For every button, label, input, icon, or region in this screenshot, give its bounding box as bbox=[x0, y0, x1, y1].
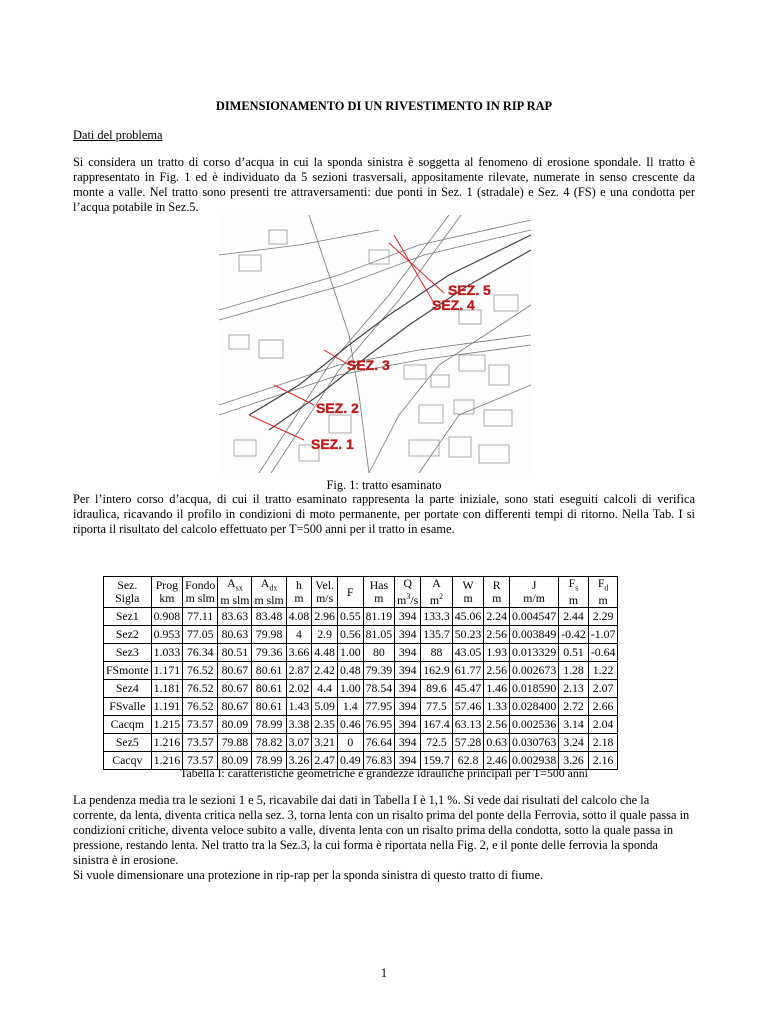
table-cell: 3.24 bbox=[559, 734, 589, 752]
table-cell: 76.95 bbox=[363, 716, 395, 734]
table-cell: 80.09 bbox=[218, 752, 252, 770]
table-cell: 394 bbox=[395, 698, 421, 716]
table-cell: 78.99 bbox=[252, 716, 286, 734]
table-cell: 167.4 bbox=[421, 716, 453, 734]
table-cell: 1.33 bbox=[484, 698, 510, 716]
table-row bbox=[104, 734, 618, 752]
col-vel: Vel. m/s bbox=[312, 577, 338, 608]
table-cell: 0.002536 bbox=[509, 716, 558, 734]
table-cell: 2.56 bbox=[484, 662, 510, 680]
table-cell: 78.54 bbox=[363, 680, 395, 698]
table-cell: 133.3 bbox=[421, 608, 453, 626]
table-cell: 0.55 bbox=[337, 608, 363, 626]
table-cell: 394 bbox=[395, 680, 421, 698]
table-row bbox=[104, 608, 618, 626]
table-cell: 80.67 bbox=[218, 698, 252, 716]
table-row bbox=[104, 644, 618, 662]
col-area: A $m^2$ bbox=[421, 577, 453, 608]
table-cell: 80.09 bbox=[218, 716, 252, 734]
table-cell: 2.72 bbox=[559, 698, 589, 716]
col-fd: $F_d$ m bbox=[588, 577, 618, 608]
table-cell: 2.46 bbox=[484, 752, 510, 770]
col-r: R m bbox=[484, 577, 510, 608]
table-cell: 1.215 bbox=[151, 716, 183, 734]
table-cell: 83.48 bbox=[252, 608, 286, 626]
table-cell: 1.181 bbox=[151, 680, 183, 698]
section-label-5: SEZ. 5 bbox=[448, 282, 491, 298]
section-label-3: SEZ. 3 bbox=[347, 357, 390, 373]
table-cell: 3.38 bbox=[286, 716, 312, 734]
col-q: Q $m^3/s$ bbox=[395, 577, 421, 608]
table-cell: 394 bbox=[395, 626, 421, 644]
table-cell: 0.003849 bbox=[509, 626, 558, 644]
table-cell: Cacqv bbox=[104, 752, 152, 770]
table-cell: 1.46 bbox=[484, 680, 510, 698]
table-cell: 394 bbox=[395, 752, 421, 770]
table-cell: 50.23 bbox=[452, 626, 484, 644]
section-heading: Dati del problema bbox=[73, 128, 163, 142]
col-h: h m bbox=[286, 577, 312, 608]
table-cell: 2.56 bbox=[484, 626, 510, 644]
col-has: Has m bbox=[363, 577, 395, 608]
table-cell: 2.47 bbox=[312, 752, 338, 770]
table-cell: 2.02 bbox=[286, 680, 312, 698]
table-cell: 3.26 bbox=[559, 752, 589, 770]
table-cell: 0.51 bbox=[559, 644, 589, 662]
table-cell: 73.57 bbox=[183, 734, 218, 752]
table-cell: FSvalle bbox=[104, 698, 152, 716]
table-cell: 0 bbox=[337, 734, 363, 752]
table-cell: 1.28 bbox=[559, 662, 589, 680]
table-caption: Tabella I: caratteristiche geometriche e grandezze idrauliche principali per T=500 anni bbox=[180, 766, 588, 780]
table-cell: 2.66 bbox=[588, 698, 618, 716]
table-cell: 1.033 bbox=[151, 644, 183, 662]
table-cell: 0.013329 bbox=[509, 644, 558, 662]
table-cell: -0.42 bbox=[559, 626, 589, 644]
section-label-4: SEZ. 4 bbox=[432, 297, 475, 313]
col-fondo: Fondo m slm bbox=[183, 577, 218, 608]
table-cell: -1.07 bbox=[588, 626, 618, 644]
table-cell: 80 bbox=[363, 644, 395, 662]
table-cell: 80.51 bbox=[218, 644, 252, 662]
table-cell: 1.43 bbox=[286, 698, 312, 716]
table-cell: 0.018590 bbox=[509, 680, 558, 698]
table-cell: 4 bbox=[286, 626, 312, 644]
figure-caption: Fig. 1: tratto esaminato bbox=[326, 478, 442, 492]
table-cell: 5.09 bbox=[312, 698, 338, 716]
table-cell: 1.216 bbox=[151, 752, 183, 770]
table-cell: 0.002673 bbox=[509, 662, 558, 680]
table-cell: 2.16 bbox=[588, 752, 618, 770]
table-cell: 0.908 bbox=[151, 608, 183, 626]
table-cell: 62.8 bbox=[452, 752, 484, 770]
col-sez: Sez. Sigla bbox=[104, 577, 152, 608]
method-paragraph: Per l’intero corso d’acqua, di cui il tratto esaminato rappresenta la parte iniziale, sono stati eseguiti calcoli di verifica idraulica, ricavando il profilo in condizioni di moto permanente, per portate con differenti tempi di ritorno. Nella Tab. I si riporta il risultato del calcolo effettuato per T=500 anni per il tratto in esame. bbox=[73, 492, 695, 536]
table-cell: 73.57 bbox=[183, 752, 218, 770]
analysis-text: La pendenza media tra le sezioni 1 e 5, ricavabile dai dati in Tabella I è 1,1 %. Si vede dai risultati del calcolo che la corrente, da lenta, diventa critica nella sez. 3, torna lenta con un risalto prima del ponte della Ferrovia, sotto il quale passa in condizioni critiche, diventa veloce subito a valle, diventa lenta con un risalto prima della condotta, sotto la quale passa in pressione, restando lenta. Nel tratto tra la Sez.3, la cui forma è riportata nella Fig. 2, e il ponte delle ferrovia la sponda sinistra è in erosione. bbox=[73, 793, 690, 867]
section-label-1: SEZ. 1 bbox=[311, 436, 354, 452]
page-title: DIMENSIONAMENTO DI UN RIVESTIMENTO IN RIP RAP bbox=[215, 99, 553, 113]
table-cell: -0.64 bbox=[588, 644, 618, 662]
table-cell: 1.171 bbox=[151, 662, 183, 680]
table-cell: 394 bbox=[395, 734, 421, 752]
analysis-paragraph bbox=[73, 793, 695, 883]
table-row bbox=[104, 698, 618, 716]
table-cell: Sez2 bbox=[104, 626, 152, 644]
table-cell: 57.46 bbox=[452, 698, 484, 716]
col-asx: $A_{sx}$ m slm bbox=[218, 577, 252, 608]
table-cell: 80.67 bbox=[218, 680, 252, 698]
table-cell: 394 bbox=[395, 662, 421, 680]
table-cell: 394 bbox=[395, 716, 421, 734]
table-cell: 135.7 bbox=[421, 626, 453, 644]
table-cell: 61.77 bbox=[452, 662, 484, 680]
table-row bbox=[104, 662, 618, 680]
table-cell: 57.28 bbox=[452, 734, 484, 752]
table-cell: 0.56 bbox=[337, 626, 363, 644]
table-cell: 88 bbox=[421, 644, 453, 662]
table-cell: 1.22 bbox=[588, 662, 618, 680]
table-row bbox=[104, 680, 618, 698]
site-map-figure bbox=[219, 215, 531, 473]
table-cell: 0.004547 bbox=[509, 608, 558, 626]
table-cell: 2.96 bbox=[312, 608, 338, 626]
table-cell: 2.18 bbox=[588, 734, 618, 752]
table-cell: 2.44 bbox=[559, 608, 589, 626]
col-f: F bbox=[337, 577, 363, 608]
table-cell: 2.42 bbox=[312, 662, 338, 680]
table-cell: 3.07 bbox=[286, 734, 312, 752]
table-cell: 80.61 bbox=[252, 680, 286, 698]
table-cell: 76.34 bbox=[183, 644, 218, 662]
intro-paragraph: Si considera un tratto di corso d’acqua in cui la sponda sinistra è soggetta al fenomeno di erosione spondale. Il tratto è rappresentato in Fig. 1 ed è individuato da 5 sezioni trasversali, appositamente rilevate, numerate in senso crescente da monte a valle. Nel tratto sono presenti tre attraversamenti: due ponti in Sez. 1 (stradale) e Sez. 4 (FS) e una condotta per l’acqua potabile in Sez.5. bbox=[73, 155, 695, 214]
table-cell: FSmonte bbox=[104, 662, 152, 680]
table-cell: 1.4 bbox=[337, 698, 363, 716]
table-cell: Sez3 bbox=[104, 644, 152, 662]
table-cell: 2.9 bbox=[312, 626, 338, 644]
table-cell: 4.48 bbox=[312, 644, 338, 662]
table-cell: 0.48 bbox=[337, 662, 363, 680]
table-cell: 63.13 bbox=[452, 716, 484, 734]
table-cell: 1.191 bbox=[151, 698, 183, 716]
table-cell: 2.87 bbox=[286, 662, 312, 680]
table-cell: 89.6 bbox=[421, 680, 453, 698]
table-cell: 2.04 bbox=[588, 716, 618, 734]
table-cell: 80.61 bbox=[252, 662, 286, 680]
table-cell: 4.4 bbox=[312, 680, 338, 698]
section-label-2: SEZ. 2 bbox=[316, 400, 359, 416]
table-cell: 2.24 bbox=[484, 608, 510, 626]
table-cell: Cacqm bbox=[104, 716, 152, 734]
table-cell: 162.9 bbox=[421, 662, 453, 680]
table-cell: 80.63 bbox=[218, 626, 252, 644]
table-cell: 78.82 bbox=[252, 734, 286, 752]
col-prog: Prog km bbox=[151, 577, 183, 608]
table-cell: 1.00 bbox=[337, 644, 363, 662]
table-cell: 3.14 bbox=[559, 716, 589, 734]
table-cell: 3.66 bbox=[286, 644, 312, 662]
table-cell: 1.00 bbox=[337, 680, 363, 698]
table-cell: 76.83 bbox=[363, 752, 395, 770]
table-cell: 0.49 bbox=[337, 752, 363, 770]
table-cell: 0.953 bbox=[151, 626, 183, 644]
table-cell: 83.63 bbox=[218, 608, 252, 626]
table-cell: 0.028400 bbox=[509, 698, 558, 716]
table-cell: 79.36 bbox=[252, 644, 286, 662]
table-cell: 45.47 bbox=[452, 680, 484, 698]
table-cell: 0.63 bbox=[484, 734, 510, 752]
hydraulic-table bbox=[103, 576, 618, 770]
table-cell: 1.93 bbox=[484, 644, 510, 662]
table-cell: 79.98 bbox=[252, 626, 286, 644]
table-cell: 76.52 bbox=[183, 662, 218, 680]
table-cell: 0.030763 bbox=[509, 734, 558, 752]
table-cell: 76.64 bbox=[363, 734, 395, 752]
table-cell: 79.88 bbox=[218, 734, 252, 752]
table-cell: 3.26 bbox=[286, 752, 312, 770]
table-cell: 1.216 bbox=[151, 734, 183, 752]
table-cell: 73.57 bbox=[183, 716, 218, 734]
table-cell: 77.95 bbox=[363, 698, 395, 716]
table-cell: 0.002938 bbox=[509, 752, 558, 770]
table-cell: Sez1 bbox=[104, 608, 152, 626]
table-cell: 81.05 bbox=[363, 626, 395, 644]
table-cell: 72.5 bbox=[421, 734, 453, 752]
table-cell: 2.07 bbox=[588, 680, 618, 698]
table-cell: 394 bbox=[395, 608, 421, 626]
table-cell: 2.35 bbox=[312, 716, 338, 734]
table-row bbox=[104, 626, 618, 644]
table-cell: 3.21 bbox=[312, 734, 338, 752]
table-cell: 159.7 bbox=[421, 752, 453, 770]
table-row bbox=[104, 716, 618, 734]
col-w: W m bbox=[452, 577, 484, 608]
table-cell: 0.46 bbox=[337, 716, 363, 734]
table-cell: 2.29 bbox=[588, 608, 618, 626]
table-cell: 45.06 bbox=[452, 608, 484, 626]
table-cell: 81.19 bbox=[363, 608, 395, 626]
table-cell: Sez4 bbox=[104, 680, 152, 698]
objective-text: Si vuole dimensionare una protezione in rip-rap per la sponda sinistra di questo tratto di fiume. bbox=[73, 868, 544, 882]
col-adx: $A_{dx}$ m slm bbox=[252, 577, 286, 608]
table-cell: 77.5 bbox=[421, 698, 453, 716]
table-cell: 76.52 bbox=[183, 698, 218, 716]
table-cell: 79.39 bbox=[363, 662, 395, 680]
table-cell: 76.52 bbox=[183, 680, 218, 698]
table-cell: 2.56 bbox=[484, 716, 510, 734]
table-cell: 77.05 bbox=[183, 626, 218, 644]
table-cell: 80.61 bbox=[252, 698, 286, 716]
col-j: J m/m bbox=[509, 577, 558, 608]
table-cell: 80.67 bbox=[218, 662, 252, 680]
table-cell: 78.99 bbox=[252, 752, 286, 770]
table-header-row bbox=[104, 577, 618, 608]
col-fs: $F_s$ m bbox=[559, 577, 589, 608]
table-cell: 394 bbox=[395, 644, 421, 662]
page-number: 1 bbox=[380, 966, 388, 980]
table-cell: Sez5 bbox=[104, 734, 152, 752]
table-cell: 43.05 bbox=[452, 644, 484, 662]
table-cell: 4.08 bbox=[286, 608, 312, 626]
table-cell: 2.13 bbox=[559, 680, 589, 698]
table-cell: 77.11 bbox=[183, 608, 218, 626]
